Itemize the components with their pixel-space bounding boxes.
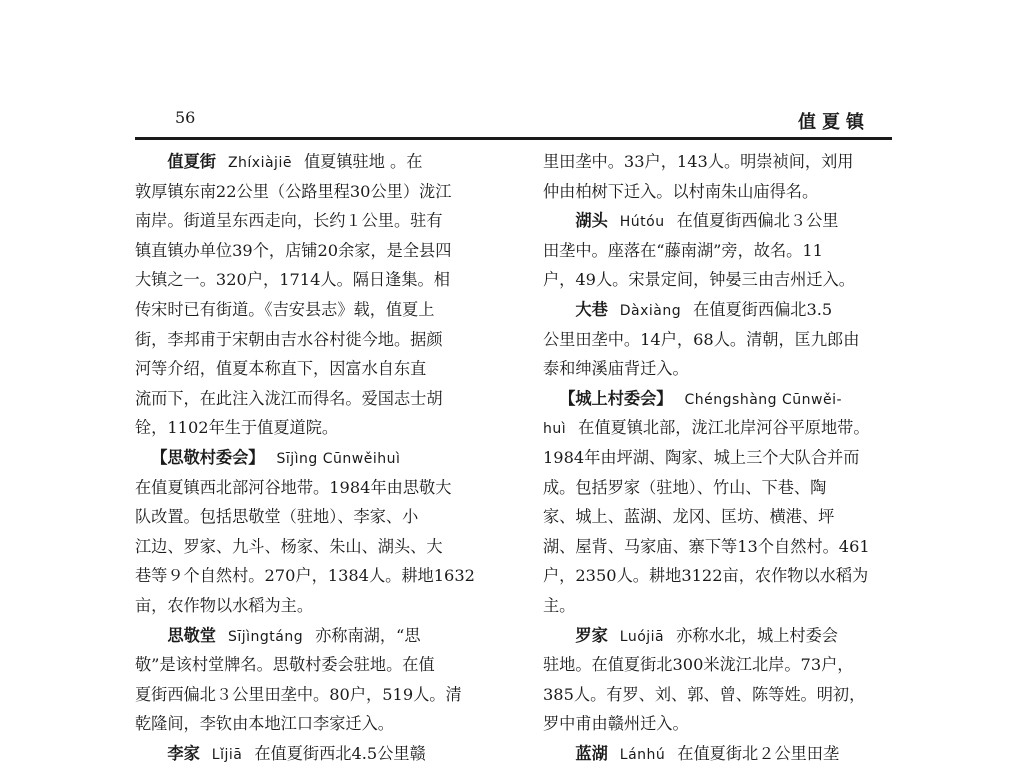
text-line: [543, 413, 915, 443]
text-line: [135, 443, 507, 473]
text-line: [135, 680, 507, 710]
text-line: [135, 177, 507, 207]
entry-headword: 【思敬村委会】: [151, 447, 265, 467]
text-line: [135, 325, 507, 355]
entry-text: 亦称南湖，“思: [315, 625, 421, 645]
entry-headword: 【城上村委会】: [559, 388, 673, 408]
text-line: [135, 561, 507, 591]
entry-pinyin: Chéngshàng Cūnwěi-: [684, 391, 843, 408]
entry-text: 江边、罗家、九斗、杨家、朱山、湖头、大: [135, 536, 443, 556]
entry-pinyin: Hútóu: [619, 214, 665, 231]
text-line: [543, 680, 915, 710]
entry-text: 户，2350人。耕地3122亩，农作物以水稻为: [543, 566, 869, 586]
text-line: [135, 473, 507, 503]
text-line: [543, 265, 915, 295]
text-line: [543, 591, 915, 621]
text-line: [543, 177, 915, 207]
entry-headword: 湖头: [575, 211, 608, 231]
text-line: [543, 473, 915, 503]
entry-pinyin: Lánhú: [619, 746, 666, 763]
text-line: [135, 384, 507, 414]
entry-text: 夏街西偏北３公里田垄中。80户，519人。清: [135, 684, 462, 704]
entry-text: 里田垄中。33户，143人。明崇祯间，刘用: [543, 152, 854, 171]
entry-headword: 蓝湖: [575, 743, 608, 763]
entry-text: 大镇之一。320户，1714人。隔日逢集。相: [135, 270, 450, 290]
entry-text: 敦厚镇东南22公里（公路里程30公里）泷江: [135, 181, 452, 201]
entry-pinyin: Sījìngtáng: [227, 628, 304, 645]
text-line: [543, 147, 915, 177]
entry-text: 泰和绅溪庙背迁入。: [543, 359, 689, 379]
entry-pinyin: Lǐjiā: [211, 746, 243, 763]
entry-text: 队改置。包括思敬堂（驻地）、李家、小: [135, 507, 419, 527]
text-line: [135, 206, 507, 236]
text-line: [135, 650, 507, 680]
entry-headword: 大巷: [575, 299, 608, 319]
text-line: [543, 709, 915, 739]
entry-pinyin: Luójiā: [619, 628, 665, 645]
entry-text: 湖、屋背、马家庙、寨下等13个自然村。461: [543, 536, 870, 556]
text-line: [135, 295, 507, 325]
entry-text: 值夏镇驻地 。在: [303, 152, 423, 171]
right-column: [543, 147, 915, 768]
entry-pinyin: Sījìng Cūnwěihuì: [276, 450, 401, 467]
text-line: [135, 265, 507, 295]
entry-text: 385人。有罗、刘、郭、曾、陈等姓。明初，: [543, 684, 866, 704]
text-line: [543, 295, 915, 325]
page-number: 56: [175, 108, 196, 127]
text-line: [135, 621, 507, 651]
text-line: [135, 147, 507, 177]
text-line: [135, 236, 507, 266]
text-line: [135, 413, 507, 443]
text-line: [135, 591, 507, 621]
entry-text: 敬”是该村堂牌名。思敬村委会驻地。在值: [135, 655, 435, 675]
entry-headword: 李家: [167, 743, 200, 763]
header-rule: [135, 137, 892, 140]
entry-text: 驻地。在值夏街北300米泷江北岸。73户，: [543, 655, 854, 675]
entry-text: 仲由柏树下迁入。以村南朱山庙得名。: [543, 181, 819, 201]
text-line: [543, 621, 915, 651]
entry-text: 在值夏镇西北部河谷地带。1984年由思敬大: [135, 477, 452, 497]
text-line: [543, 650, 915, 680]
entry-text: 巷等９个自然村。270户，1384人。耕地1632: [135, 566, 475, 586]
text-line: [543, 739, 915, 769]
entry-pinyin: huì: [543, 421, 567, 438]
entry-headword: 思敬堂: [167, 625, 216, 645]
running-head: 值夏镇: [798, 112, 870, 133]
text-line: [543, 532, 915, 562]
text-line: [543, 443, 915, 473]
entry-text: 乾隆间，李钦由本地江口李家迁入。: [135, 714, 394, 734]
entry-pinyin: Zhíxiàjiē: [227, 155, 292, 171]
entry-text: 家、城上、蓝湖、龙冈、匡坊、横港、坪: [543, 507, 835, 527]
entry-text: 主。: [543, 595, 576, 615]
text-line: [543, 325, 915, 355]
left-column: [135, 147, 507, 768]
entry-text: 在值夏街西偏北３公里: [676, 211, 839, 231]
text-line: [543, 206, 915, 236]
entry-text: 铨，1102年生于值夏道院。: [135, 418, 339, 438]
entry-text: 河等介绍，值夏本称直下，因富水自东直: [135, 359, 427, 379]
text-line: [135, 709, 507, 739]
entry-text: 流而下，在此注入泷江而得名。爱国志士胡: [135, 388, 443, 408]
entry-text: 罗中甫由赣州迁入。: [543, 714, 689, 734]
entry-text: 成。包括罗家（驻地）、竹山、下巷、陶: [543, 477, 827, 497]
text-line: [543, 354, 915, 384]
entry-text: 传宋时已有街道。《吉安县志》载，值夏上: [135, 299, 435, 319]
entry-headword: 值夏街: [167, 152, 216, 171]
entry-pinyin: Dàxiàng: [619, 302, 682, 319]
text-line: [135, 502, 507, 532]
entry-text: 在值夏街西偏北3.5: [693, 299, 833, 319]
entry-text: 亦称水北，城上村委会: [676, 625, 838, 645]
text-line: [543, 561, 915, 591]
entry-text: 户，49人。宋景定间，钟晏三由吉州迁入。: [543, 270, 855, 290]
entry-text: 公里田垄中。14户，68人。清朝，匡九郎由: [543, 329, 860, 349]
entry-text: 镇直镇办单位39个，店铺20余家，是全县四: [135, 240, 452, 260]
text-line: [135, 739, 507, 769]
entry-headword: 罗家: [575, 625, 608, 645]
entry-text: 街，李邦甫于宋朝由吉水谷村徙今地。据颜: [135, 329, 443, 349]
entry-text: 1984年由坪湖、陶家、城上三个大队合并而: [543, 447, 860, 467]
entry-text: 在值夏街北２公里田垄: [677, 743, 840, 763]
text-line: [135, 354, 507, 384]
text-line: [543, 384, 915, 414]
entry-text: 在值夏镇北部，泷江北岸河谷平原地带。: [578, 418, 870, 438]
entry-text: 在值夏街西北4.5公里赣: [254, 743, 426, 763]
entry-text: 亩，农作物以水稻为主。: [135, 595, 314, 615]
entry-text: 南岸。街道呈东西走向，长约１公里。驻有: [135, 211, 443, 231]
text-line: [543, 502, 915, 532]
entry-text: 田垄中。座落在“藤南湖”旁，故名。11: [543, 240, 823, 260]
text-line: [135, 532, 507, 562]
text-line: [543, 236, 915, 266]
